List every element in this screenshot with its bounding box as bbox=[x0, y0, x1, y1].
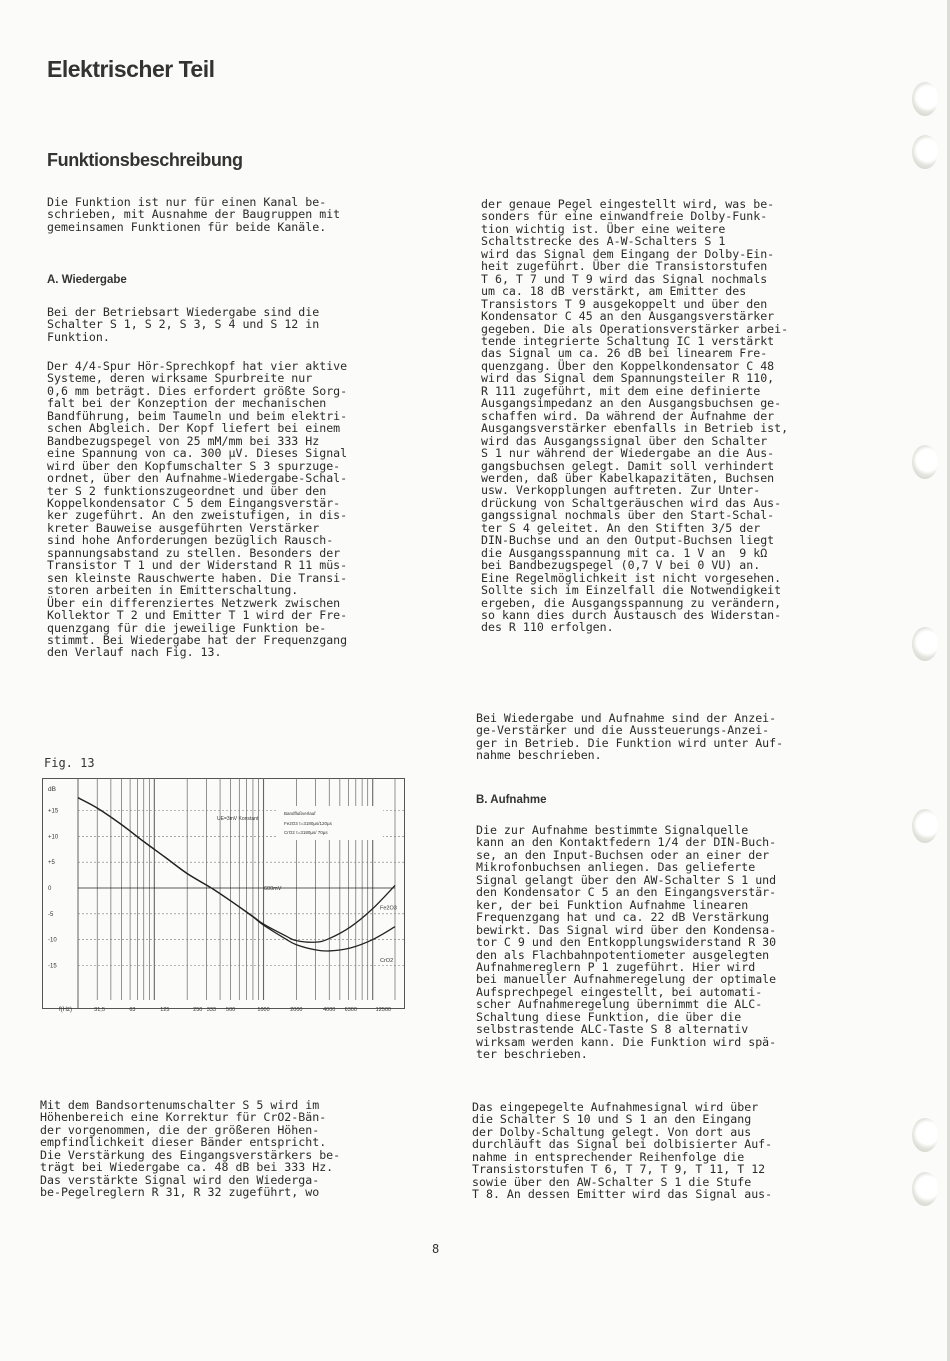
x-tick-label: 2000 bbox=[290, 1007, 303, 1013]
chart-annotations bbox=[217, 806, 397, 964]
paragraph: Bei der Betriebsart Wiedergabe sind die Schalter S 1, S 2, S 3, S 4 und S 12 in Funktion. bbox=[47, 305, 320, 344]
intro-paragraph: Die Funktion ist nur für einen Kanal be- schrieben, mit Ausnahme der Baugruppen mit gemeinsamen Funktionen für beide Kanäle. bbox=[47, 195, 341, 234]
series-label: Fe2O3 bbox=[380, 905, 397, 912]
x-tick-label: 1000 bbox=[257, 1007, 270, 1013]
y-tick-label: -5 bbox=[48, 911, 54, 918]
paragraph: Bei Wiedergabe und Aufnahme sind der Anzei- ge-Verstärker und die Aussteuerungs-Anzei- ger in Betrieb. Die Funktion wird unter Auf- nahme beschrieben. bbox=[476, 711, 784, 763]
paragraph: Mit dem Bandsortenumschalter S 5 wird im Höhenbereich eine Korrektur für CrO2-Bän- der vorgenommen, die der größeren Höhen- empfindlichkeit dieser Bänder entspricht. Die Verstärkung des Eingangsverstärkers be- trägt bei Wiedergabe ca. 48 dB bei 333 Hz. Das verstärkte Signal wird den Wiederga- be-Pegelreglern R 31, R 32 zugeführt, wo bbox=[40, 1098, 341, 1200]
page-number: 8 bbox=[432, 1242, 440, 1256]
paragraph: Das eingepegelte Aufnahmesignal wird über die Schalter S 10 und S 1 an den Eingang der Dolby-Schaltung gelegt. Von dort aus durchläuft das Signal bei dolbisierter Auf- nahme in entsprechender Reihenfolge die Transistorstufen T 6, T 7, T 9, T 11, T 12 sowie über den AW-Schalter S 1 die Stufe T 8. An dessen Emitter wird das Signal aus- bbox=[472, 1100, 773, 1202]
y-tick-label: -15 bbox=[48, 963, 57, 970]
binder-hole bbox=[912, 82, 938, 116]
section-heading-a: A. Wiedergabe bbox=[47, 274, 127, 286]
binder-hole bbox=[912, 627, 938, 661]
series-label: CrO2 bbox=[380, 957, 394, 964]
y-tick-label: +15 bbox=[48, 808, 59, 815]
x-tick-label: 333 bbox=[206, 1007, 216, 1013]
x-tick-label: 63 bbox=[129, 1007, 136, 1013]
section-title: Funktionsbeschreibung bbox=[47, 150, 243, 170]
x-tick-label: 6300 bbox=[344, 1007, 357, 1013]
legend-entry: CrO2 τ=3180µs/ 70µs bbox=[284, 830, 328, 835]
x-tick-label: 12500 bbox=[375, 1007, 391, 1013]
legend-title: Bandflußverlauf bbox=[284, 811, 316, 816]
frequency-response-chart bbox=[42, 778, 406, 1016]
binder-hole bbox=[912, 1118, 938, 1152]
x-tick-label: 250 bbox=[193, 1007, 203, 1013]
y-tick-label: -10 bbox=[48, 937, 57, 944]
y-tick-label: 0 bbox=[48, 886, 52, 892]
y-tick-label: +5 bbox=[48, 860, 55, 867]
binder-hole bbox=[912, 1172, 938, 1206]
x-tick-label: 125 bbox=[160, 1007, 170, 1013]
y-tick-label: +10 bbox=[48, 834, 59, 841]
x-tick-label: 4000 bbox=[323, 1007, 336, 1013]
binder-hole bbox=[912, 135, 938, 169]
x-axis-labels bbox=[59, 1007, 391, 1013]
condition-label: UE=3mV Konstant bbox=[217, 816, 259, 822]
page-title: Elektrischer Teil bbox=[47, 56, 215, 82]
binder-hole bbox=[912, 445, 938, 479]
figure-label: Fig. 13 bbox=[44, 756, 95, 770]
section-heading-b: B. Aufnahme bbox=[476, 794, 547, 806]
binder-hole bbox=[912, 809, 938, 843]
x-tick-label: 31,5 bbox=[94, 1007, 105, 1013]
paragraph: der genaue Pegel eingestellt wird, was be- sonders für eine einwandfreie Dolby-Funk- tion wichtig ist. Über eine weitere Schaltstrecke des A-W-Schalters S 1 wird das Signal dem Eingang der Dolby-Ein- heit zugeführt. Über die Transistorstufen T 6, T 7 und T 9 wird das Signal nochmals um ca. 18 dB verstärkt, am Emitter des Transistors T 9 ausgekoppelt und über den Kondensator C 45 an den Ausgangsverstärker gegeben. Die als Operationsverstärker arbei- tende integrierte Schaltung IC 1 verstärkt das Signal um ca. 26 dB bei linearem Fre- quenzgang. Über den Koppelkondensator C 48 wird das Signal dem Spannungsteiler R 110, R 111 zugeführt, mit dem eine definierte Ausgangsimpedanz an den Ausgangsbuchsen ge- schaffen wird. Da während der Aufnahme der Ausgangsverstärker ebenfalls in Betrieb ist, wird das Ausgangssignal über den Schalter S 1 nur während der Wiedergabe an die Aus- gangsbuchsen gelegt. Damit soll verhindert werden, daß über Kabelkapazitäten, Buchsen usw. Verkopplungen auftreten. Zur Unter- drückung von Schaltgeräuschen wird das Aus- gangssignal nochmals über den Start-Schal- ter S 4 geleitet. An den Stiften 3/5 der DIN-Buchse und an den Output-Buchsen liegt die Ausgangsspannung mit ca. 1 V an 9 kΩ bei Bandbezugspegel (0,7 V bei 0 VU) an. Eine Regelmöglichkeit ist nicht vorgesehen. Sollte sich im Einzelfall die Notwendigkeit ergeben, die Ausgangsspannung zu verändern, so kann dies durch Austausch des Widerstan- des R 110 erfolgen. bbox=[481, 197, 789, 635]
reference-level-label: 600mV bbox=[264, 886, 282, 892]
x-axis-title: f(Hz) bbox=[59, 1007, 72, 1013]
x-tick-label: 500 bbox=[226, 1007, 236, 1013]
legend-entry: Fe2O3 τ=3180µs/120µs bbox=[284, 821, 332, 826]
y-axis-labels bbox=[48, 786, 59, 969]
paragraph: Die zur Aufnahme bestimmte Signalquelle kann an den Kontaktfedern 1/4 der DIN-Buch- se, an den Input-Buchsen oder an einer der Mikrofonbuchsen anliegen. Das gelieferte Signal gelangt über den AW-Schalter S 1 und den Kondensator C 5 an den Eingangsverstär- ker, der bei Funktion Aufnahme linearen Frequenzgang hat und ca. 22 dB Verstärkung bewirkt. Das Signal wird über den Kondensa- tor C 9 und den Entkopplungswiderstand R 30 den als Flachbahnpotentiometer ausgelegten Aufnahmereglern P 1 zugeführt. Hier wird bei manueller Aufnahmeregelung der optimale Aufsprechpegel eingestellt, bei automati- scher Aufnahmeregelung übernimmt die ALC- Schaltung diese Funktion, die über die selbstrastende ALC-Taste S 8 alternativ wirksam werden kann. Die Funktion wird spä- ter beschrieben. bbox=[476, 823, 777, 1062]
paragraph: Der 4/4-Spur Hör-Sprechkopf hat vier aktive Systeme, deren wirksame Spurbreite nur 0,6 mm beträgt. Dies erfordert größte Sorg- falt bei der Konzeption der mechanischen Bandführung, beim Taumeln und beim elektri- schen Abgleich. Der Kopf liefert bei einem Bandbezugspegel von 25 mM/mm bei 333 Hz eine Spannung von ca. 300 µV. Dieses Signal wird über den Kopfumschalter S 3 spurzuge- ordnet, über den Aufnahme-Wiedergabe-Schal- ter S 2 funktionszugeordnet und über den Koppelkondensator C 5 dem Eingangsverstär- ker zugeführt. An den zweistufigen, in dis- kreter Bauweise ausgeführten Verstärker sind hohe Anforderungen bezüglich Rausch- spannungsabstand zu stellen. Besonders der Transistor T 1 und der Widerstand R 11 müs- sen kleinste Rauschwerte haben. Die Transi- storen arbeiten in Emitterschaltung. Über ein differenziertes Netzwerk zwischen Kollektor T 2 und Emitter T 1 wird der Fre- quenzgang für die jeweilige Funktion be- stimmt. Bei Wiedergabe hat der Frequenzgang den Verlauf nach Fig. 13. bbox=[47, 359, 348, 660]
y-axis-title: dB bbox=[48, 786, 56, 793]
